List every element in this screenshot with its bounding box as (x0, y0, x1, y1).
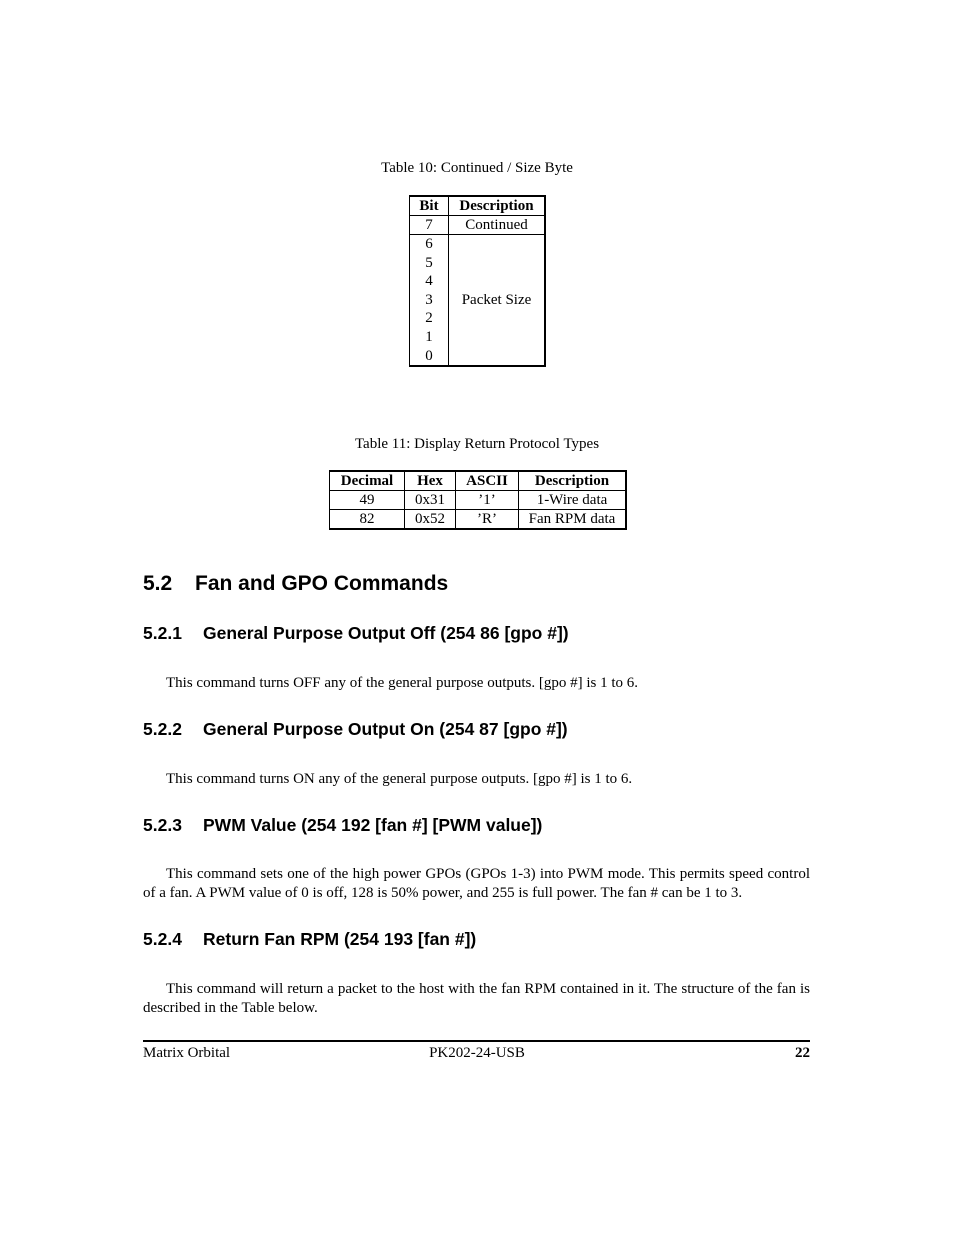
subsection-number: 5.2.1 (143, 623, 182, 643)
subsection-heading-gpo-on (143, 719, 568, 740)
table-cell-bit-7: 7 (410, 216, 449, 235)
footer-company: Matrix Orbital (143, 1045, 231, 1061)
section-heading (143, 572, 448, 596)
bit-value: 3 (425, 291, 433, 308)
table-display-return-protocol-types (329, 470, 627, 530)
table-cell: 1-Wire data (519, 491, 627, 510)
subsection-title: Return Fan RPM (254 193 [fan #]) (203, 929, 477, 949)
paragraph-return-fan-rpm: This command will return a packet to the host with the fan RPM contained in it. The structure of the fan is described in the Table below. (143, 981, 810, 1016)
table-header-description: Description (449, 196, 546, 216)
subsection-number: 5.2.3 (143, 815, 182, 835)
subsection-heading-gpo-off (143, 623, 569, 644)
subsection-title: General Purpose Output Off (254 86 [gpo #]) (203, 623, 569, 643)
table-row (330, 491, 627, 510)
footer-divider (143, 1040, 810, 1042)
table-10-caption: Table 10: Continued / Size Byte (381, 160, 573, 176)
table-cell-bits-6-0 (410, 235, 449, 367)
bit-value: 5 (425, 254, 433, 271)
table-header-ascii: ASCII (456, 471, 519, 491)
bit-value: 4 (425, 273, 433, 290)
table-header-description: Description (519, 471, 627, 491)
table-11-caption: Table 11: Display Return Protocol Types (354, 436, 600, 452)
subsection-heading-return-fan-rpm (143, 929, 476, 950)
table-cell-continued: Continued (449, 216, 546, 235)
section-number: 5.2 (143, 572, 173, 595)
bit-value: 2 (425, 310, 433, 327)
table-continued-size-byte (409, 195, 546, 367)
table-cell: ’R’ (456, 510, 519, 530)
subsection-number: 5.2.2 (143, 719, 182, 739)
bit-value: 0 (425, 347, 433, 364)
table-cell: ’1’ (456, 491, 519, 510)
subsection-title: PWM Value (254 192 [fan #] [PWM value]) (203, 815, 543, 835)
bit-value: 1 (425, 328, 433, 345)
subsection-number: 5.2.4 (143, 929, 182, 949)
table-header-bit: Bit (410, 196, 449, 216)
table-cell: Fan RPM data (519, 510, 627, 530)
table-cell: 0x31 (405, 491, 456, 510)
paragraph-pwm-value: This command sets one of the high power GPOs (GPOs 1-3) into PWM mode. This permits speed control of a fan. A PWM value of 0 is off, 128 is 50% power, and 255 is full power. The fan # can be 1 to 3. (143, 866, 810, 901)
table-header-hex: Hex (405, 471, 456, 491)
section-title: Fan and GPO Commands (195, 572, 449, 595)
table-cell: 0x52 (405, 510, 456, 530)
footer-product: PK202-24-USB (429, 1045, 525, 1061)
page-number: 22 (795, 1045, 810, 1061)
table-cell-packet-size: Packet Size (449, 235, 546, 367)
table-cell: 49 (330, 491, 405, 510)
subsection-heading-pwm-value (143, 815, 542, 836)
table-cell: 82 (330, 510, 405, 530)
paragraph-gpo-on: This command turns ON any of the general purpose outputs. [gpo #] is 1 to 6. (166, 771, 633, 787)
subsection-title: General Purpose Output On (254 87 [gpo #]) (203, 719, 568, 739)
table-header-decimal: Decimal (330, 471, 405, 491)
bit-value: 6 (425, 236, 433, 252)
paragraph-gpo-off: This command turns OFF any of the general purpose outputs. [gpo #] is 1 to 6. (166, 675, 639, 691)
table-row (330, 510, 627, 530)
